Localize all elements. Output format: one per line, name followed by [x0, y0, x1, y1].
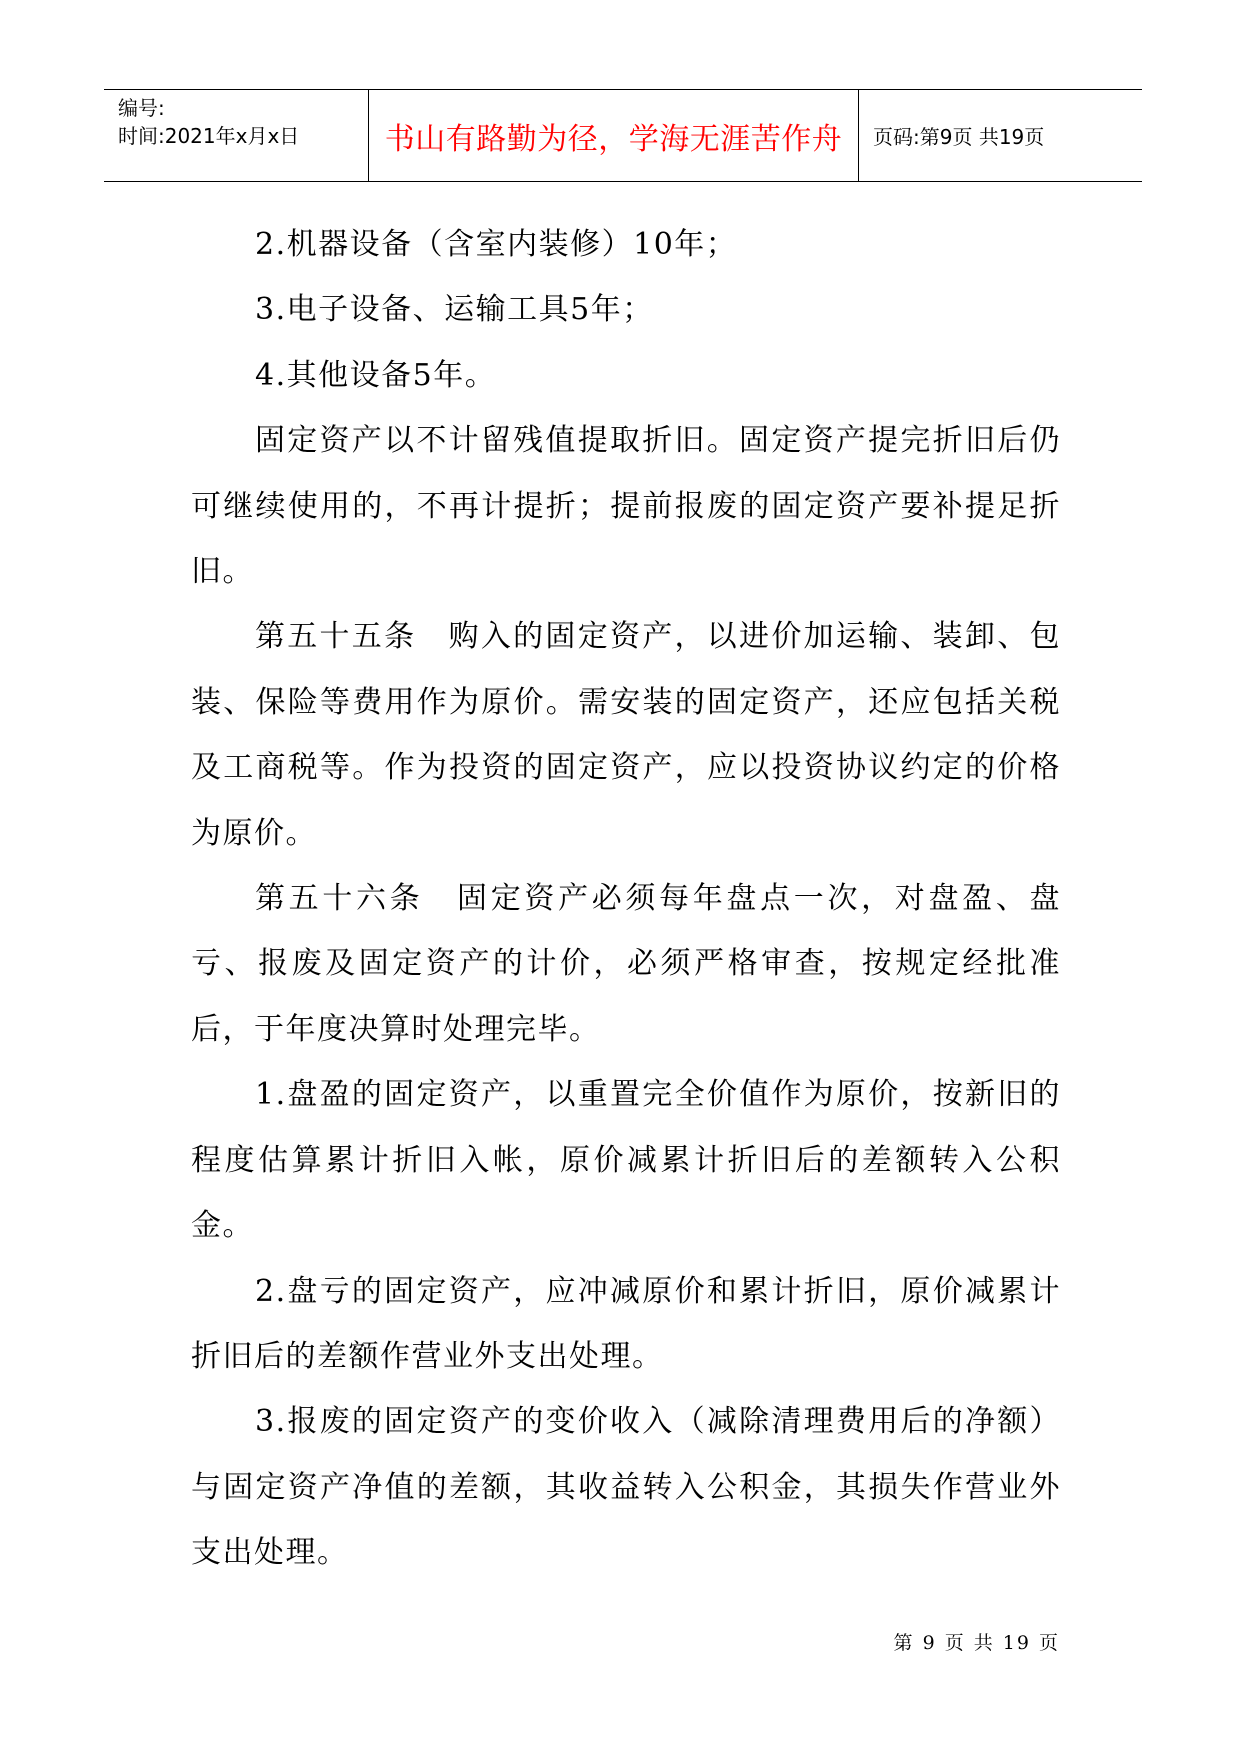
page-footer: 第 9 页 共 19 页 [893, 1632, 1060, 1654]
paragraph: 1.盘盈的固定资产，以重置完全价值作为原价，按新旧的程度估算累计折旧入帐，原价减累计折旧后的差额转入公积金。 [191, 1077, 1061, 1244]
paragraph: 2.盘亏的固定资产，应冲减原价和累计折旧，原价减累计折旧后的差额作营业外支出处理。 [191, 1273, 1061, 1374]
paragraph: 3.报废的固定资产的变价收入（减除清理费用后的净额）与固定资产净值的差额，其收益转入公积金，其损失作营业外支出处理。 [191, 1404, 1061, 1571]
document-body [191, 212, 1061, 1586]
header-meta [104, 90, 369, 181]
paragraph: 固定资产以不计留残值提取折旧。固定资产提完折旧后仍可继续使用的，不再计提折；提前报废的固定资产要补提足折旧。 [191, 423, 1061, 590]
paragraph: 2.机器设备（含室内装修）10年； [255, 227, 738, 262]
paragraph: 第五十五条 购入的固定资产，以进价加运输、装卸、包装、保险等费用作为原价。需安装的固定资产，还应包括关税及工商税等。作为投资的固定资产，应以投资协议约定的价格为原价。 [191, 619, 1061, 851]
code-label: 编号: [118, 96, 165, 120]
header-page-info: 页码:第9页 共19页 [873, 125, 1045, 149]
paragraph: 4.其他设备5年。 [255, 357, 497, 393]
time-label: 时间:2021年x月x日 [118, 124, 300, 148]
page-header [104, 89, 1142, 182]
paragraph: 3.电子设备、运输工具5年； [255, 292, 654, 328]
paragraph: 第五十六条 固定资产必须每年盘点一次，对盘盈、盘亏、报废及固定资产的计价，必须严格审查，按规定经批准后，于年度决算时处理完毕。 [191, 881, 1061, 1047]
header-motto: 书山有路勤为径，学海无涯苦作舟 [369, 90, 859, 181]
